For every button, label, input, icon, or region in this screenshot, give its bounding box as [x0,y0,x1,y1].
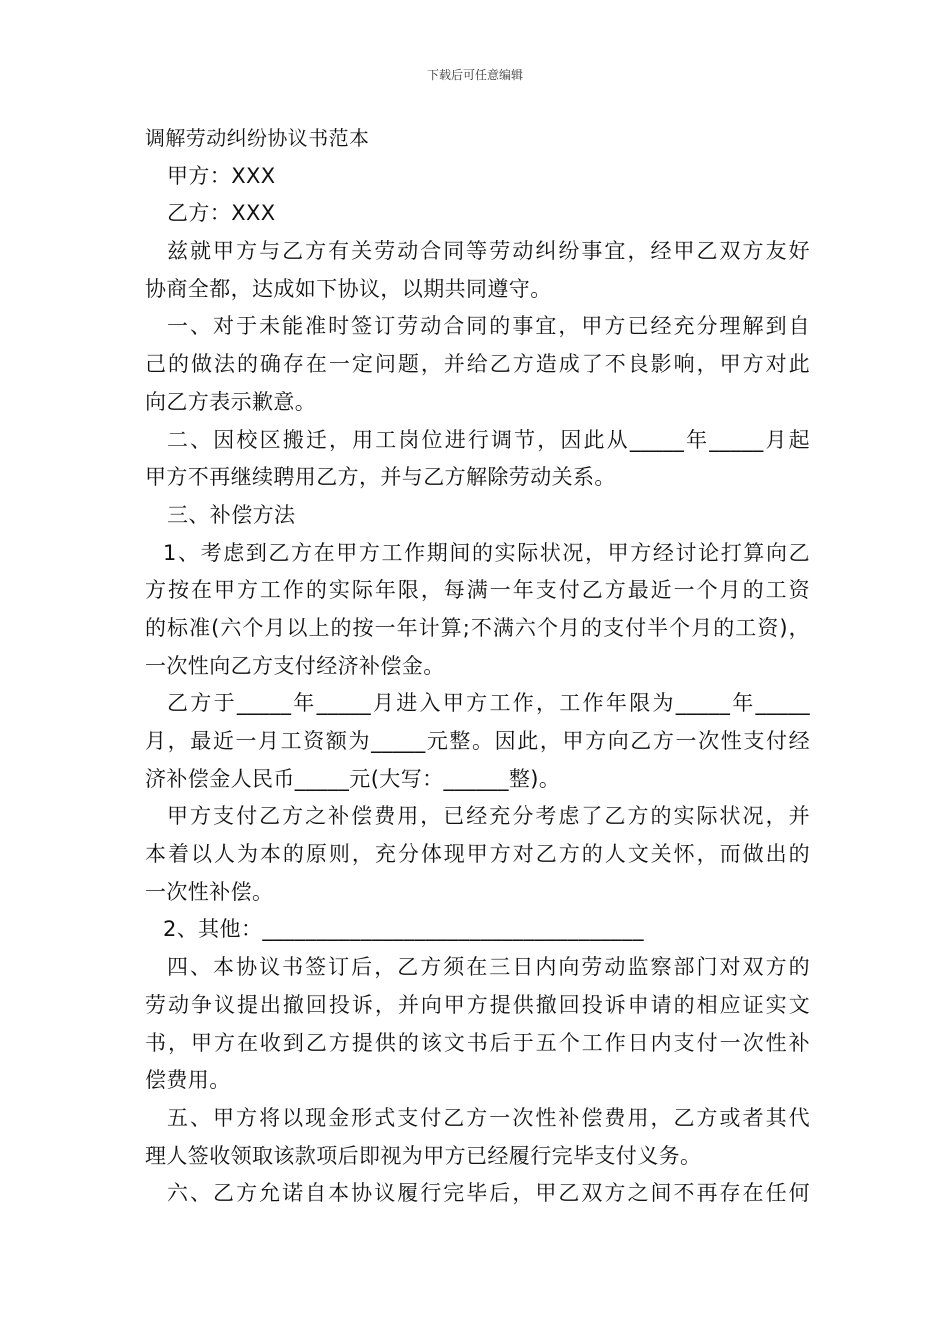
text-line: 书，甲方在收到乙方提供的该文书后于五个工作日内支付一次性补 [145,1030,810,1055]
text-line: 一、对于未能准时签订劳动合同的事宜，甲方已经充分理解到自 [167,314,810,339]
document-body [145,120,810,1213]
text-line: 乙方：XXX [167,201,276,226]
text-line: 1、考虑到乙方在甲方工作期间的实际状况，甲方经讨论打算向乙 [163,540,810,565]
text-line: 月，最近一月工资额为_____元整。因此，甲方向乙方一次性支付经 [145,729,810,753]
text-line: 方按在甲方工作的实际年限，每满一年支付乙方最近一个月的工资 [145,578,810,603]
text-line: 本着以人为本的原则，充分体现甲方对乙方的人文关怀，而做出的 [145,842,810,867]
text-line: 兹就甲方与乙方有关劳动合同等劳动纠纷事宜，经甲乙双方友好 [167,239,810,264]
text-line: 偿费用。 [145,1068,231,1093]
text-line: 理人签收领取该款项后即视为甲方已经履行完毕支付义务。 [145,1143,702,1168]
text-line: 向乙方表示歉意。 [145,389,317,414]
text-line: 协商全都，达成如下协议，以期共同遵守。 [145,276,552,301]
text-line: 甲方不再继续聘用乙方，并与乙方解除劳动关系。 [145,465,616,490]
text-line: 劳动争议提出撤回投诉，并向甲方提供撤回投诉申请的相应证实文 [145,992,810,1017]
text-line: 一次性补偿。 [145,879,274,904]
text-line: 乙方于_____年_____月进入甲方工作，工作年限为_____年_____ [167,691,810,716]
text-line: 的标准(六个月以上的按一年计算;不满六个月的支付半个月的工资)， [145,615,810,640]
text-line: 甲方：XXX [167,163,276,188]
header-note: 下载后可任意编辑 [426,68,523,82]
text-line: 四、本协议书签订后，乙方须在三日内向劳动监察部门对双方的 [167,955,810,980]
text-line: 三、补偿方法 [167,502,296,527]
text-line: 己的做法的确存在一定问题，并给乙方造成了不良影响，甲方对此 [145,352,810,377]
text-line: 2、其他：___________________________________ [163,917,644,942]
text-line: 五、甲方将以现金形式支付乙方一次性补偿费用，乙方或者其代 [167,1105,810,1130]
text-line: 济补偿金人民币_____元(大写：______整)。 [145,766,561,791]
text-line: 二、因校区搬迁，用工岗位进行调节，因此从_____年_____月起 [167,427,810,452]
text-line: 六、乙方允诺自本协议履行完毕后，甲乙双方之间不再存在任何 [167,1181,810,1206]
text-line: 甲方支付乙方之补偿费用，已经充分考虑了乙方的实际状况，并 [167,804,810,829]
text-line: 一次性向乙方支付经济补偿金。 [145,653,445,678]
document-title: 调解劳动纠纷协议书范本 [145,126,370,150]
